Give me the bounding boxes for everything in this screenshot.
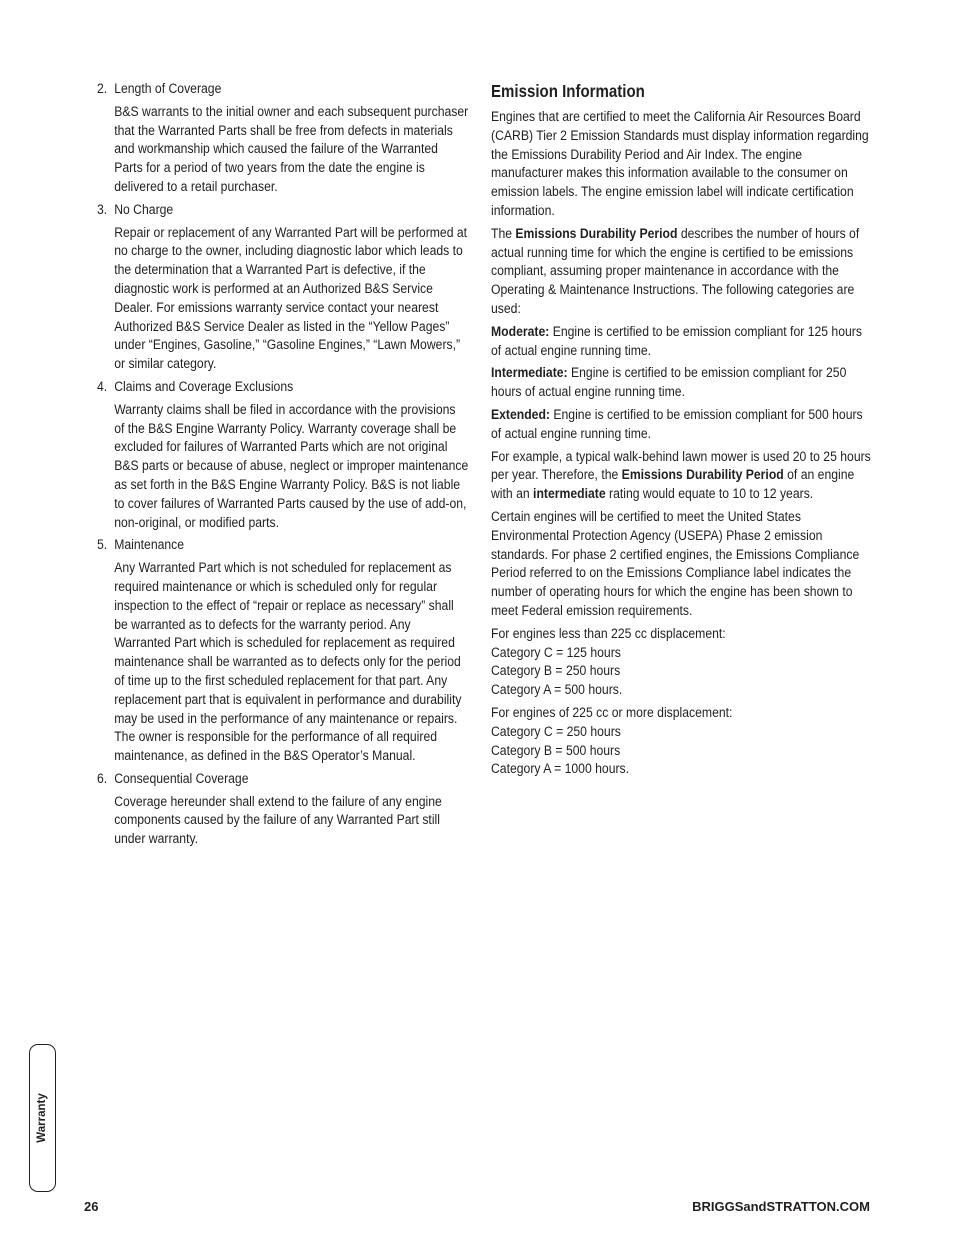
item-body: Any Warranted Part which is not scheduled for replacement as required maintenance or which is scheduled only for regular inspection to the effect of “repair or replace as necessary” shall be warranted as to defects for the warranty period. Any Warranted Part which is scheduled for replacement as required maintenance shall be warranted as to defects only for the period of time up to the first scheduled replacement for that part. Any replacement part that is equivalent in performance and durability may be used in the performance of any maintenance or repairs. The owner is responsible for the performance of all required maintenance, as defined in the B&S Operator’s Manual. <box>114 560 462 765</box>
item-body: Coverage hereunder shall extend to the failure of any engine components caused by the failure of any Warranted Part still under warranty. <box>114 793 442 848</box>
left-column <box>97 80 469 853</box>
right-column <box>491 80 873 783</box>
side-tab-label: Warranty <box>36 1093 48 1143</box>
item-body: Warranty claims shall be filed in accordance with the provisions of the B&S Engine Warranty Policy. Warranty coverage shall be excluded for failures of Warranted Parts which are not original B&S parts or because of abuse, neglect or improper maintenance as set forth in the B&S Engine Warranty Policy. B&S is not liable to cover failures of Warranted Parts caused by the use of add-on, non-original, or modified parts. <box>114 401 469 531</box>
list-item <box>97 378 469 532</box>
intermediate-paragraph: Intermediate: Engine is certified to be emission compliant for 250 hours of actual engine running time. <box>491 365 847 401</box>
item-heading: Length of Coverage <box>114 81 222 97</box>
item-number: 3. <box>97 201 108 218</box>
item-body: B&S warrants to the initial owner and each subsequent purchaser that the Warranted Parts shall be free from defects in materials and workmanship which caused the failure of the Warranted Parts for a period of two years from the date the engine is delivered to a retail purchaser. <box>114 103 469 195</box>
website-url: BRIGGSandSTRATTON.COM <box>692 1199 870 1214</box>
item-heading: Consequential Coverage <box>114 770 249 787</box>
item-heading: Claims and Coverage Exclusions <box>114 378 294 395</box>
example-paragraph: For example, a typical walk-behind lawn mower is used 20 to 25 hours per year. Therefore, the Emissions Durability Period of an engine with an intermediate rating would equate to 10 to 12 years. <box>491 448 871 503</box>
item-number: 5. <box>97 537 108 554</box>
edp-paragraph: The Emissions Durability Period describes the number of hours of actual running time for which the engine is certified to be emissions compliant, assuming proper maintenance in accordance with the Operating & Maintenance Instructions. The following categories are used: <box>491 225 860 317</box>
list-item <box>97 770 469 849</box>
list-item <box>97 201 469 374</box>
item-number: 2. <box>97 81 108 97</box>
extended-paragraph: Extended: Engine is certified to be emission compliant for 500 hours of actual engine running time. <box>491 406 863 442</box>
item-heading: Maintenance <box>114 537 185 554</box>
item-body: Repair or replacement of any Warranted Part will be performed at no charge to the owner, including diagnostic labor which leads to the determination that a Warranted Part is defective, if the diagnostic work is performed at an Authorized B&S Service Dealer. For emissions warranty service contact your nearest Authorized B&S Service Dealer as listed in the “Yellow Pages” under “Engines, Gasoline,” “Gasoline Engines,” “Lawn Mowers,” or similar category. <box>114 224 468 373</box>
item-number: 4. <box>97 378 108 395</box>
category-list-large: For engines of 225 cc or more displacement: Category C = 250 hours Category B = 500 hours Category A = 1000 hours. <box>491 704 733 778</box>
moderate-paragraph: Moderate: Engine is certified to be emission compliant for 125 hours of actual engine running time. <box>491 323 862 359</box>
category-list-small: For engines less than 225 cc displacement: Category C = 125 hours Category B = 250 hours Category A = 500 hours. <box>491 625 726 699</box>
item-heading: No Charge <box>114 201 174 218</box>
usepa-paragraph: Certain engines will be certified to meet the United States Environmental Protection Agency (USEPA) Phase 2 emission standards. For phase 2 certified engines, the Emissions Compliance Period referred to on the Emissions Compliance label indicates the number of operating hours for which the engine has been shown to meet Federal emission requirements. <box>491 508 860 619</box>
page-number: 26 <box>84 1199 99 1214</box>
list-item <box>97 80 469 197</box>
section-heading: Emission Information <box>491 81 645 101</box>
list-item <box>97 536 469 766</box>
item-number: 6. <box>97 770 108 787</box>
intro-paragraph: Engines that are certified to meet the California Air Resources Board (CARB) Tier 2 Emission Standards must display information regarding the Emissions Durability Period and Air Index. The engine manufacturer makes this information available to the consumer on emission labels. The engine emission label will indicate certification information. <box>491 109 869 219</box>
